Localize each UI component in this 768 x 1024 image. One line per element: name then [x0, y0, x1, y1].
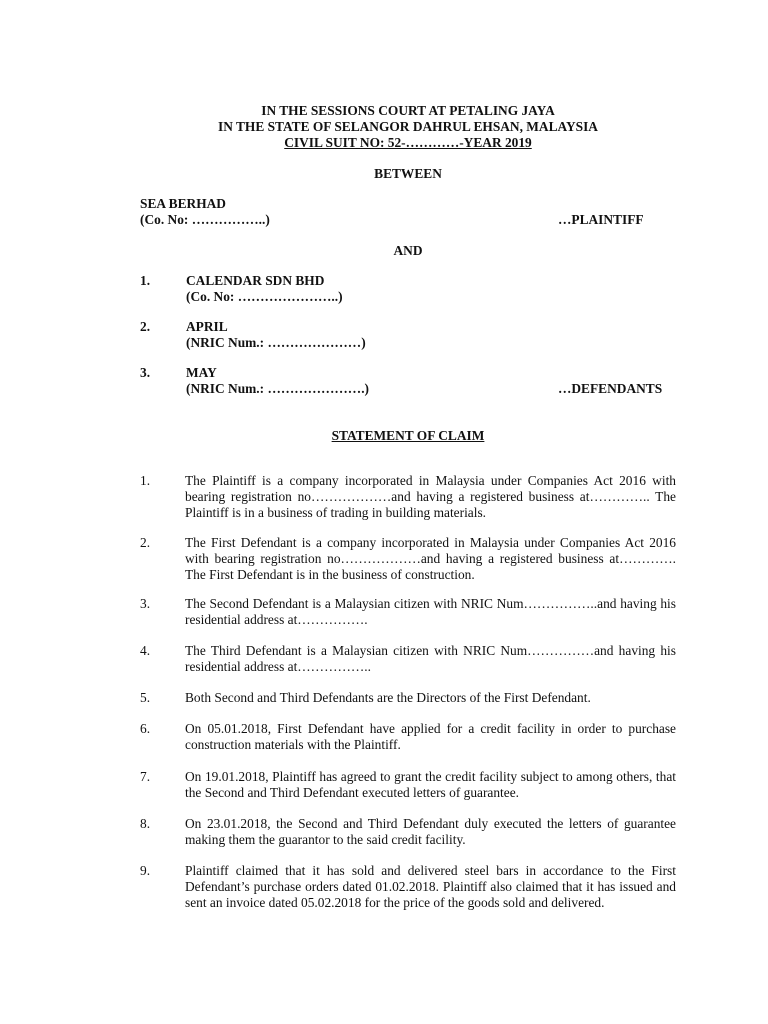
paragraph-number: 6.	[140, 721, 151, 736]
paragraph-text: On 05.01.2018, First Defendant have applied for a credit facility in order to purchase construction materials with the Plaintiff.	[185, 721, 676, 752]
defendant-2-number: 2.	[140, 319, 151, 334]
paragraph-text: The Second Defendant is a Malaysian citizen with NRIC Num……………..and having his residential address at…………….	[185, 596, 676, 627]
defendant-1-id: (Co. No: …………………..)	[186, 289, 343, 304]
and-label: AND	[393, 243, 423, 258]
defendants-role: …DEFENDANTS	[558, 381, 663, 396]
court-name: IN THE SESSIONS COURT AT PETALING JAYA	[261, 103, 555, 118]
defendant-2-id: (NRIC Num.: …………………)	[186, 335, 366, 350]
defendant-1-number: 1.	[140, 273, 151, 288]
paragraph-number: 1.	[140, 473, 151, 488]
paragraph-number: 9.	[140, 863, 151, 878]
court-state: IN THE STATE OF SELANGOR DAHRUL EHSAN, MALAYSIA	[218, 119, 598, 134]
paragraph-number: 8.	[140, 816, 151, 831]
paragraph-number: 4.	[140, 643, 151, 658]
between-label: BETWEEN	[374, 166, 442, 181]
defendant-3-name: MAY	[186, 365, 217, 380]
defendant-3-id: (NRIC Num.: ………………….)	[186, 381, 369, 396]
paragraph-number: 3.	[140, 596, 151, 611]
suit-number: CIVIL SUIT NO: 52-…………-YEAR 2019	[284, 135, 532, 150]
plaintiff-co-no: (Co. No: ……………..)	[140, 212, 270, 227]
plaintiff-name: SEA BERHAD	[140, 196, 226, 211]
paragraph-text: Plaintiff claimed that it has sold and delivered steel bars in accordance to the First Defendant’s purchase orders dated 01.02.2018. Plaintiff also claimed that it has issued and sent an invoice dated 05.02.2018 for the price of the goods sold and delivered.	[185, 863, 676, 910]
statement-title: STATEMENT OF CLAIM	[331, 428, 485, 443]
plaintiff-role: …PLAINTIFF	[558, 212, 644, 227]
paragraph-number: 7.	[140, 769, 151, 784]
defendant-1-name: CALENDAR SDN BHD	[186, 273, 325, 288]
paragraph-text: The Plaintiff is a company incorporated in Malaysia under Companies Act 2016 with bearing registration no………………and having a registered business at………….. The Plaintiff is in a business of trading in building materials.	[185, 473, 676, 520]
court-heading	[0, 103, 768, 151]
paragraph-number: 2.	[140, 535, 151, 550]
defendant-3-number: 3.	[140, 365, 151, 380]
paragraph-text: Both Second and Third Defendants are the Directors of the First Defendant.	[185, 690, 591, 705]
paragraph-number: 5.	[140, 690, 151, 705]
paragraph-text: On 19.01.2018, Plaintiff has agreed to grant the credit facility subject to among others, that the Second and Third Defendant executed letters of guarantee.	[185, 769, 676, 800]
paragraph-text: On 23.01.2018, the Second and Third Defendant duly executed the letters of guarantee making them the guarantor to the said credit facility.	[185, 816, 676, 847]
paragraph-text: The First Defendant is a company incorporated in Malaysia under Companies Act 2016 with bearing registration no………………and having a registered business at…………. The First Defendant is in the business of construction.	[185, 535, 676, 582]
defendant-2-name: APRIL	[186, 319, 228, 334]
paragraph-text: The Third Defendant is a Malaysian citizen with NRIC Num……………and having his residential address at……………..	[185, 643, 676, 674]
